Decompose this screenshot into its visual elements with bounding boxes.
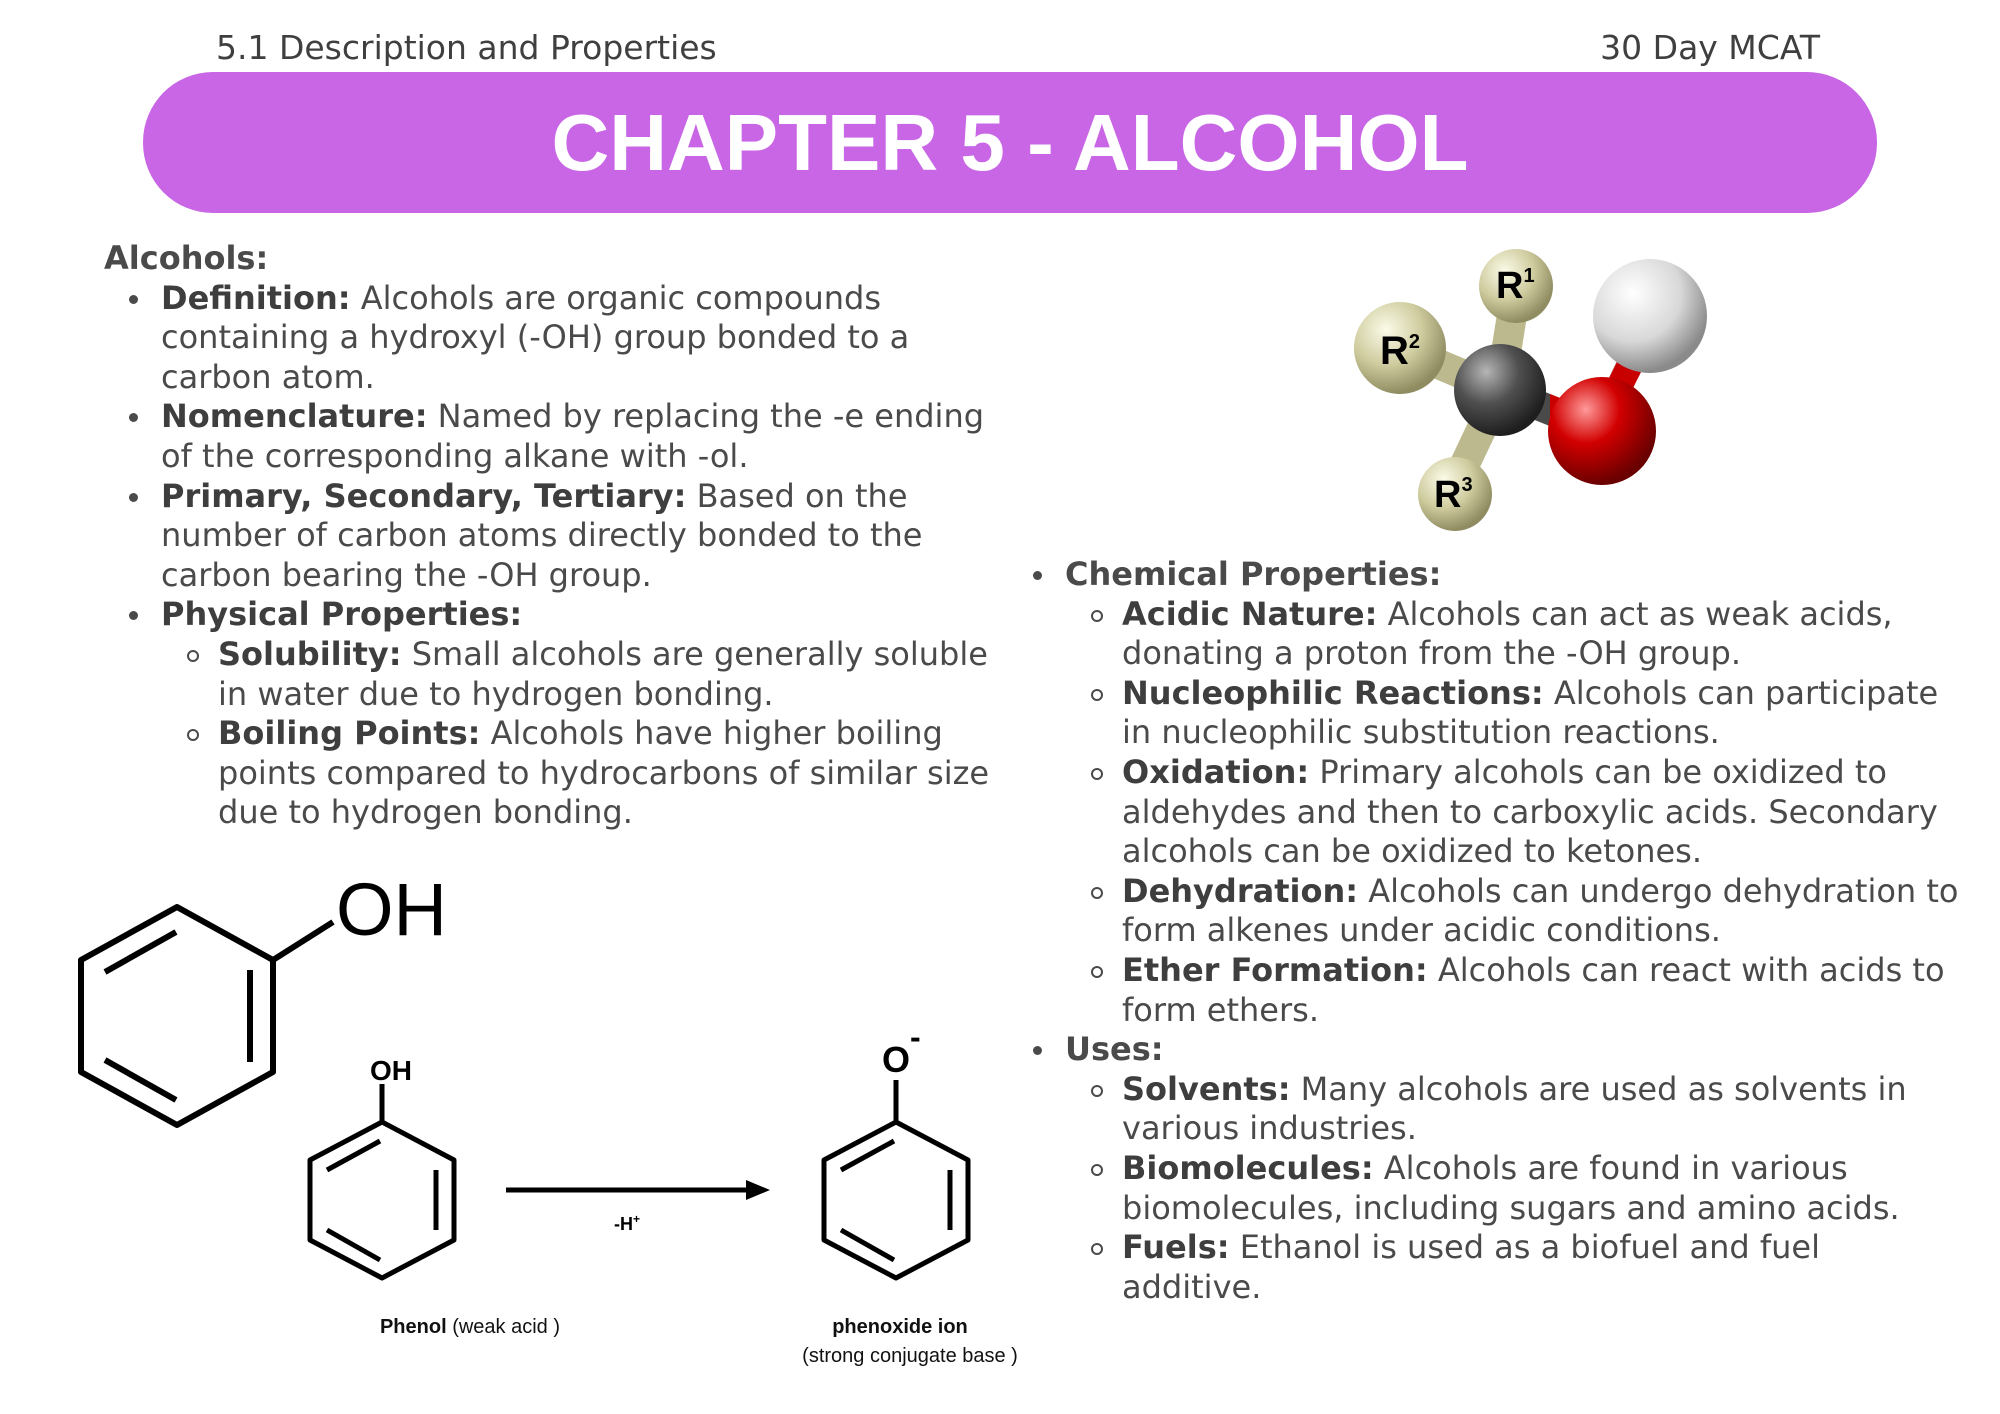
hydrogen-atom bbox=[1593, 259, 1707, 373]
oh-label-large: OH bbox=[336, 868, 447, 951]
item-text: Alcohols can act as weak acids, donating a proton from the -OH group. bbox=[1122, 594, 1893, 673]
item-term: Physical Properties: bbox=[161, 595, 523, 634]
phenol-desc: (weak acid ) bbox=[446, 1316, 561, 1338]
item-term: Definition: bbox=[161, 278, 351, 317]
uses-list bbox=[1065, 1070, 1968, 1308]
item-text: Primary alcohols can be oxidized to aldehydes and then to carboxylic acids. Secondary alcohols can be oxidized to ketones. bbox=[1122, 752, 1938, 871]
arrow-head bbox=[746, 1180, 770, 1200]
r2-label: $R^2$ bbox=[1380, 329, 1421, 373]
item-text: Named by replacing the -e ending of the corresponding alkane with -ol. bbox=[161, 397, 985, 475]
list-item bbox=[1065, 1228, 1968, 1307]
item-term: Ether Formation: bbox=[1122, 950, 1428, 989]
item-term: Oxidation: bbox=[1122, 752, 1310, 791]
benzene-ring bbox=[310, 1122, 454, 1278]
phenol-caption bbox=[250, 1316, 690, 1339]
item-term: Boiling Points: bbox=[218, 714, 481, 753]
benzene-ring bbox=[824, 1122, 968, 1278]
r1-label: $R^1$ bbox=[1496, 265, 1535, 307]
item-text: Alcohols can undergo dehydration to form alkenes under acidic conditions. bbox=[1122, 871, 1959, 950]
list-item bbox=[1065, 951, 1968, 1030]
oh-bond bbox=[273, 922, 333, 960]
item-text: Alcohols have higher boiling points compared to hydrocarbons of similar size due to hydrogen bonding. bbox=[218, 714, 990, 832]
chapter-banner bbox=[143, 72, 1877, 213]
carbon-atom bbox=[1454, 344, 1546, 436]
list-item bbox=[1065, 1149, 1968, 1228]
uses-heading: Uses: bbox=[1065, 1030, 1164, 1069]
item-term: Fuels: bbox=[1122, 1228, 1230, 1267]
list-item bbox=[1065, 674, 1968, 753]
item-text: Ethanol is used as a biofuel and fuel additive. bbox=[1122, 1228, 1820, 1306]
o-label: O bbox=[882, 1039, 911, 1080]
item-term: Solubility: bbox=[218, 634, 402, 673]
list-item bbox=[104, 279, 1004, 398]
list-item bbox=[104, 595, 1004, 833]
list-item bbox=[1008, 555, 1968, 1030]
negative-charge: - bbox=[910, 1019, 921, 1055]
item-term: Primary, Secondary, Tertiary: bbox=[161, 476, 687, 515]
item-term: Dehydration: bbox=[1122, 871, 1359, 910]
item-text: Alcohols are organic compounds containing a hydroxyl (-OH) group bonded to a carbon atom. bbox=[161, 278, 910, 396]
item-text: Based on the number of carbon atoms directly bonded to the carbon bearing the -OH group. bbox=[161, 476, 923, 594]
chapter-title: CHAPTER 5 - ALCOHOL bbox=[551, 97, 1469, 187]
chemical-properties-list bbox=[1065, 595, 1968, 1031]
oh-label-small: OH bbox=[370, 1055, 412, 1086]
phenoxide-desc: (strong conjugate base ) bbox=[802, 1345, 1018, 1367]
list-item bbox=[104, 477, 1004, 596]
phenol-structure-large bbox=[81, 907, 333, 1125]
alcohols-heading: Alcohols: bbox=[104, 239, 269, 277]
list-item bbox=[161, 635, 1004, 714]
item-term: Acidic Nature: bbox=[1122, 594, 1378, 633]
properties-section bbox=[1008, 555, 1968, 1307]
list-item bbox=[1065, 1070, 1968, 1149]
phenoxide-structure bbox=[824, 1080, 968, 1278]
properties-list bbox=[1008, 555, 1968, 1307]
arrow-label: -H+ bbox=[614, 1212, 641, 1234]
alcohol-molecule-illustration bbox=[1300, 230, 1810, 550]
alcohols-list bbox=[104, 279, 1004, 833]
item-text: Small alcohols are generally soluble in water due to hydrogen bonding. bbox=[218, 634, 988, 713]
list-item bbox=[104, 397, 1004, 476]
list-item bbox=[1065, 872, 1968, 951]
item-text: Alcohols can participate in nucleophilic substitution reactions. bbox=[1122, 673, 1939, 752]
list-item bbox=[1008, 1030, 1968, 1307]
phenol-deprotonation-diagram bbox=[0, 860, 1040, 1380]
section-label: 5.1 Description and Properties bbox=[216, 28, 717, 67]
item-text: Alcohols are found in various biomolecules, including sugars and amino acids. bbox=[1122, 1148, 1900, 1227]
phenoxide-name: phenoxide ion bbox=[832, 1316, 968, 1338]
chemical-properties-heading: Chemical Properties: bbox=[1065, 555, 1442, 593]
item-text: Alcohols can react with acids to form ethers. bbox=[1122, 950, 1945, 1029]
phenol-structure-small bbox=[310, 1084, 454, 1278]
r3-label: $R^3$ bbox=[1434, 474, 1473, 516]
list-item bbox=[1065, 595, 1968, 674]
benzene-ring bbox=[81, 907, 273, 1125]
physical-properties-list bbox=[161, 635, 1004, 833]
brand-label: 30 Day MCAT bbox=[1600, 28, 1820, 67]
oxygen-atom bbox=[1548, 377, 1656, 485]
list-item bbox=[1065, 753, 1968, 872]
item-term: Solvents: bbox=[1122, 1069, 1291, 1108]
phenol-name: Phenol bbox=[379, 1316, 447, 1338]
item-term: Nucleophilic Reactions: bbox=[1122, 673, 1544, 712]
list-item bbox=[161, 714, 1004, 833]
item-term: Biomolecules: bbox=[1122, 1148, 1374, 1187]
item-text: Many alcohols are used as solvents in various industries. bbox=[1122, 1069, 1907, 1148]
alcohols-section bbox=[104, 239, 1004, 833]
item-term: Nomenclature: bbox=[161, 397, 428, 436]
